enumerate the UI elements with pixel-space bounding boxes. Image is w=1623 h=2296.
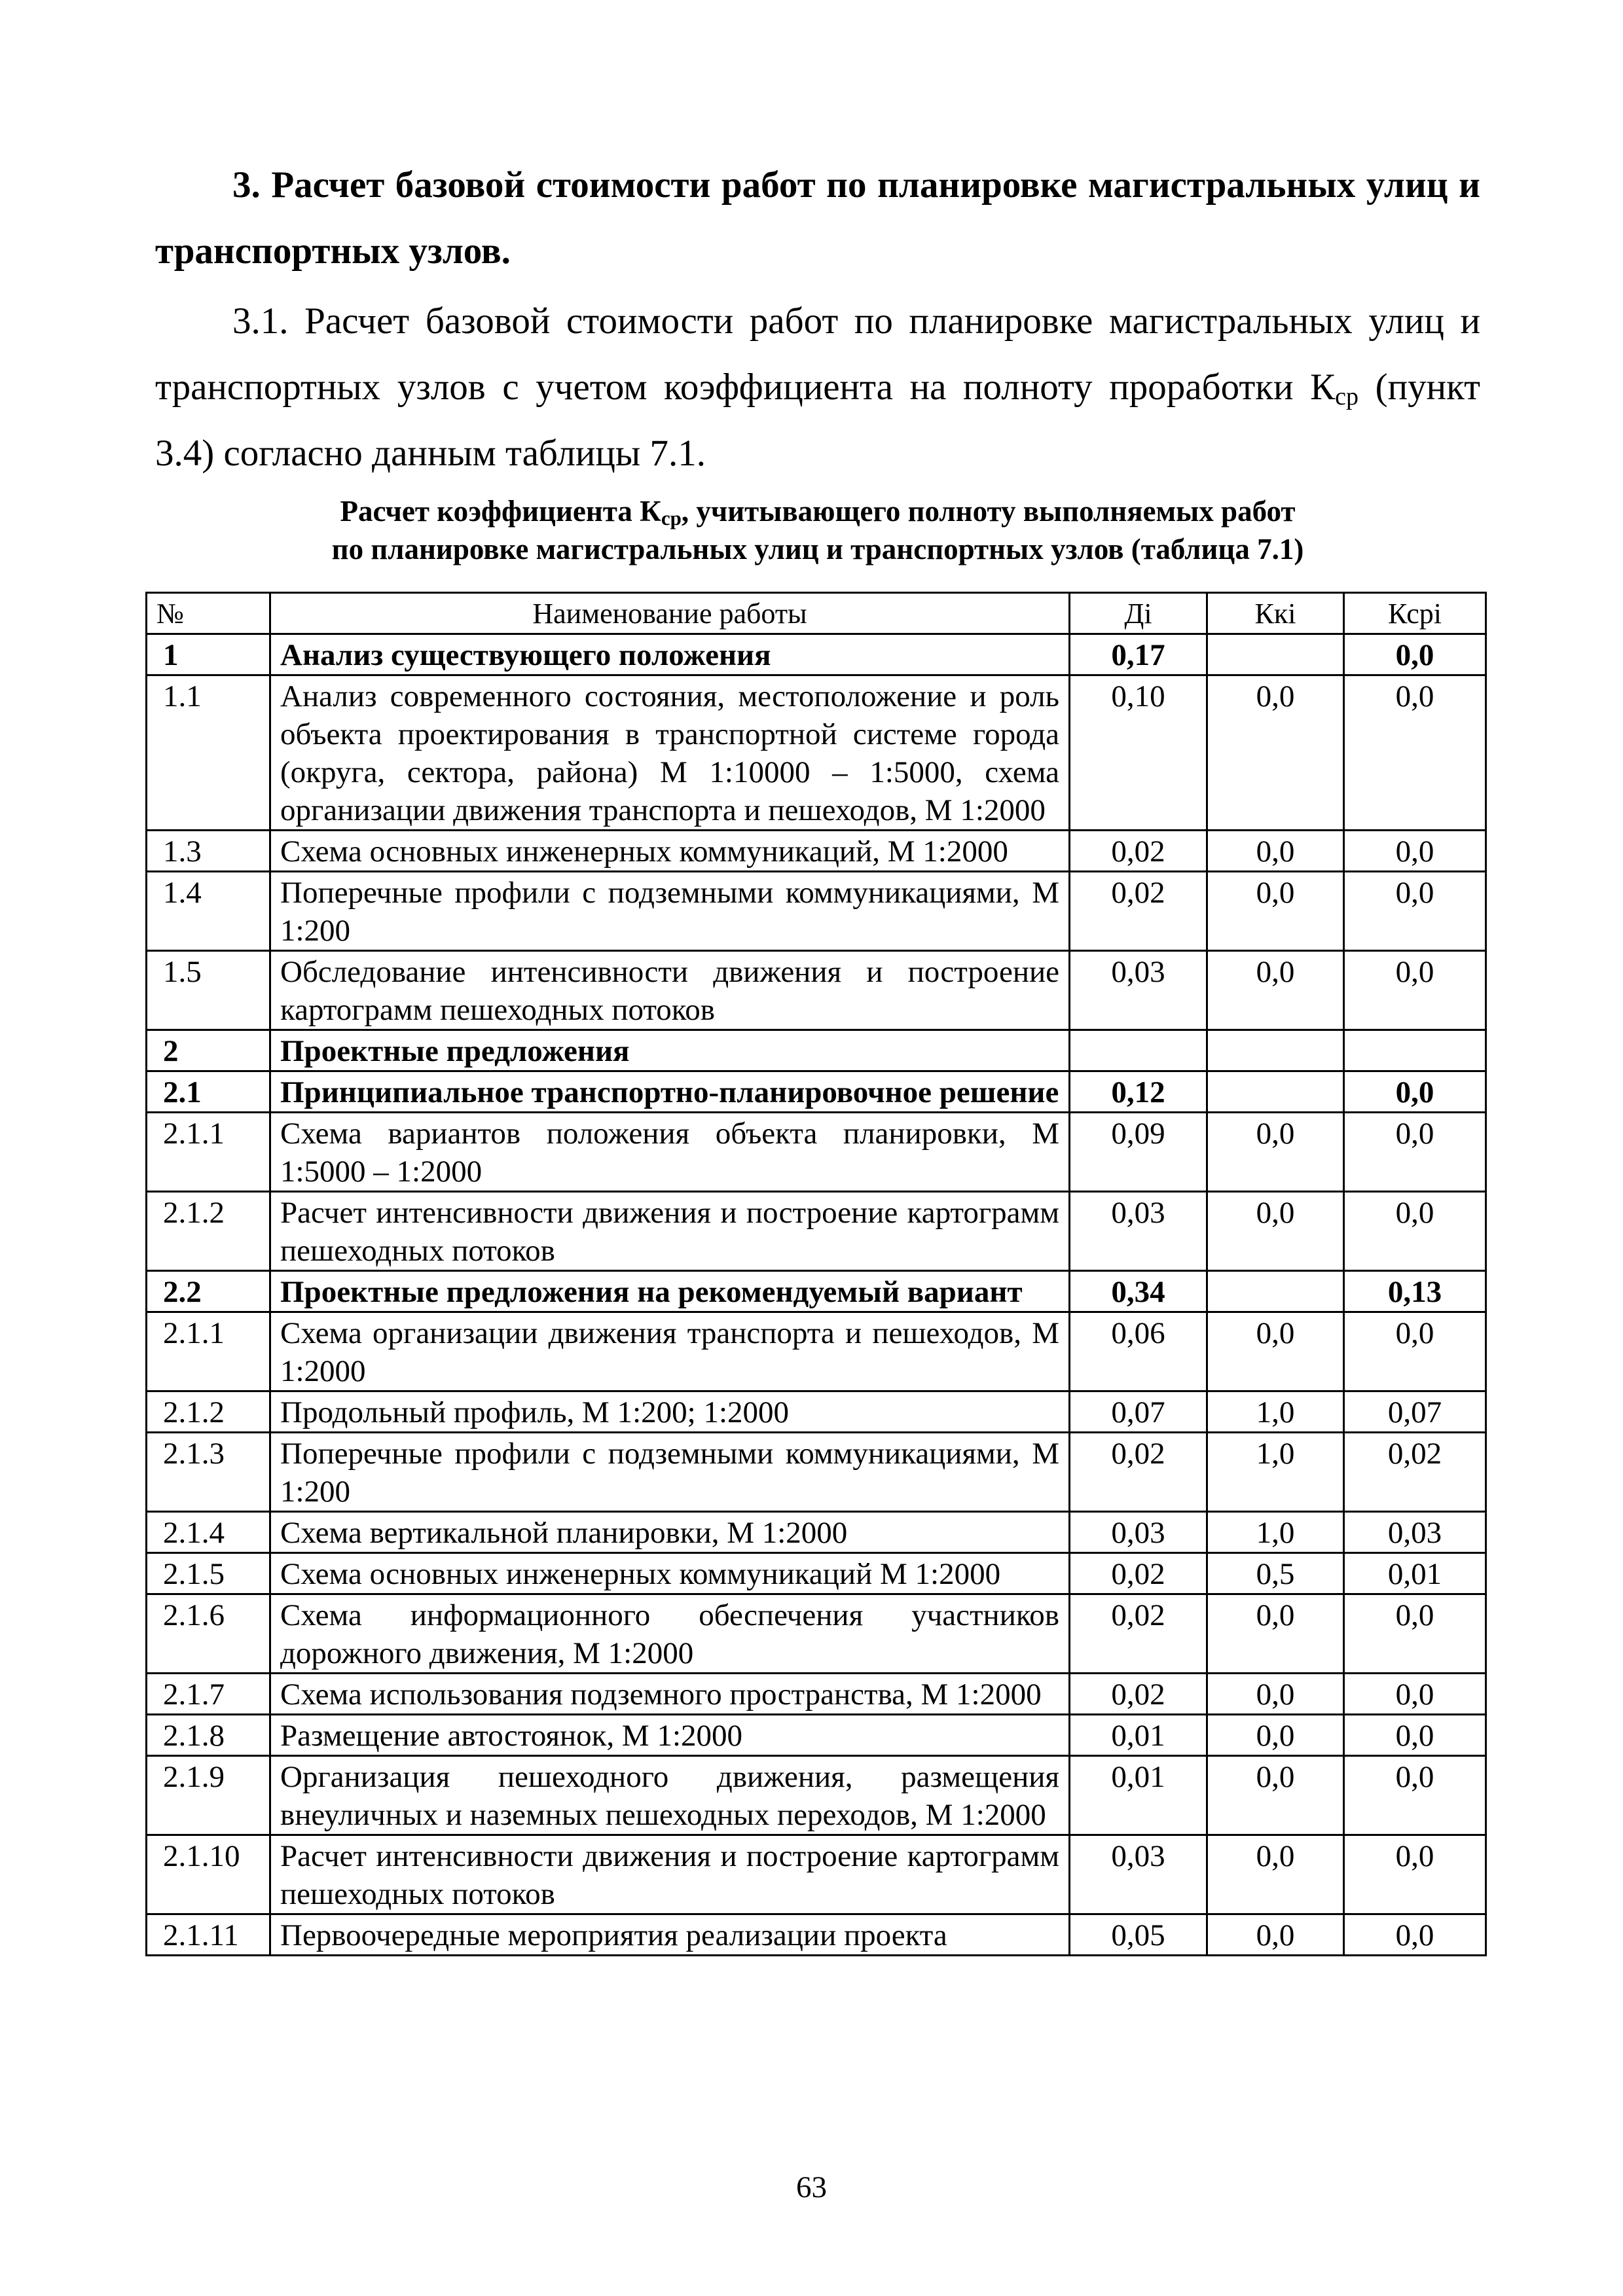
cell-num: 2.2 [147, 1271, 270, 1312]
caption-text-before: Расчет коэффициента К [340, 495, 661, 528]
table-row [147, 1271, 1486, 1312]
cell-kki: 0,0 [1207, 675, 1344, 831]
cell-kki: 1,0 [1207, 1391, 1344, 1433]
cell-num: 2.1.2 [147, 1192, 270, 1271]
cell-num: 1.1 [147, 675, 270, 831]
table-row [147, 1113, 1486, 1192]
cell-kki: 1,0 [1207, 1512, 1344, 1553]
cell-num: 2.1 [147, 1071, 270, 1113]
table-row [147, 1715, 1486, 1756]
cell-name: Расчет интенсивности движения и построение картограмм пешеходных потоков [270, 1835, 1070, 1914]
caption-subscript: ср [661, 507, 682, 529]
cell-name: Проектные предложения [270, 1030, 1070, 1071]
cell-di: 0,03 [1070, 1835, 1207, 1914]
header-kcpi: Ксрi [1344, 593, 1486, 634]
cell-num: 2.1.9 [147, 1756, 270, 1835]
cell-di: 0,03 [1070, 1192, 1207, 1271]
cell-num: 2.1.8 [147, 1715, 270, 1756]
cell-di: 0,12 [1070, 1071, 1207, 1113]
table-row [147, 831, 1486, 872]
cell-num: 1.3 [147, 831, 270, 872]
cell-kcpi: 0,0 [1344, 872, 1486, 951]
table-row [147, 1071, 1486, 1113]
cell-name: Проектные предложения на рекомендуемый вариант [270, 1271, 1070, 1312]
table-row [147, 951, 1486, 1030]
table-caption-line-2: по планировке магистральных улиц и транспортных узлов (таблица 7.1) [331, 533, 1304, 565]
cell-kcpi: 0,0 [1344, 831, 1486, 872]
cell-kcpi: 0,13 [1344, 1271, 1486, 1312]
cell-num: 2.1.5 [147, 1553, 270, 1594]
cell-kcpi: 0,07 [1344, 1391, 1486, 1433]
cell-kki: 0,5 [1207, 1553, 1344, 1594]
cell-di: 0,05 [1070, 1914, 1207, 1956]
cell-kki [1207, 1071, 1344, 1113]
cell-kki: 1,0 [1207, 1433, 1344, 1512]
intro-text-before: 3.1. Расчет базовой стоимости работ по планировке магистральных улиц и транспортных узлов с учетом коэффициента на полноту проработки К [155, 300, 1480, 408]
cell-name: Продольный профиль, М 1:200; 1:2000 [270, 1391, 1070, 1433]
section-heading: 3. Расчет базовой стоимости работ по планировке магистральных улиц и транспортных узлов. [155, 164, 1480, 272]
cell-kki: 0,0 [1207, 1312, 1344, 1391]
table-row [147, 1433, 1486, 1512]
cell-num: 2.1.2 [147, 1391, 270, 1433]
cell-kki: 0,0 [1207, 1594, 1344, 1674]
cell-di: 0,03 [1070, 951, 1207, 1030]
cell-name: Расчет интенсивности движения и построение картограмм пешеходных потоков [270, 1192, 1070, 1271]
cell-kki: 0,0 [1207, 1914, 1344, 1956]
cell-kcpi: 0,01 [1344, 1553, 1486, 1594]
header-di: Дi [1070, 593, 1207, 634]
cell-kki [1207, 634, 1344, 675]
table-row [147, 1512, 1486, 1553]
cell-num: 2.1.1 [147, 1113, 270, 1192]
cell-name: Организация пешеходного движения, размещения внеуличных и наземных пешеходных переходов, М 1:2000 [270, 1756, 1070, 1835]
cell-name: Анализ современного состояния, местоположение и роль объекта проектирования в транспортной системе города (округа, сектора, района) М 1:10000 – 1:5000, схема организации движения транспорта и пешеходов, М 1:2000 [270, 675, 1070, 831]
cell-name: Размещение автостоянок, М 1:2000 [270, 1715, 1070, 1756]
cell-num: 2.1.10 [147, 1835, 270, 1914]
table-row [147, 1312, 1486, 1391]
table-row [147, 1553, 1486, 1594]
cell-kki: 0,0 [1207, 872, 1344, 951]
table-row [147, 1391, 1486, 1433]
cell-di: 0,01 [1070, 1756, 1207, 1835]
intro-paragraph [155, 288, 1480, 486]
cell-kcpi: 0,0 [1344, 1594, 1486, 1674]
cell-di: 0,02 [1070, 1674, 1207, 1715]
cell-num: 2.1.3 [147, 1433, 270, 1512]
table-row [147, 1594, 1486, 1674]
cell-kki: 0,0 [1207, 1835, 1344, 1914]
cell-di: 0,02 [1070, 1553, 1207, 1594]
cell-name: Обследование интенсивности движения и построение картограмм пешеходных потоков [270, 951, 1070, 1030]
cell-di: 0,02 [1070, 872, 1207, 951]
cell-name: Схема вертикальной планировки, М 1:2000 [270, 1512, 1070, 1553]
table-row [147, 1030, 1486, 1071]
table-row [147, 1674, 1486, 1715]
table-row [147, 1835, 1486, 1914]
cell-kcpi: 0,03 [1344, 1512, 1486, 1553]
coefficient-table [145, 592, 1487, 1956]
cell-di: 0,06 [1070, 1312, 1207, 1391]
table-row [147, 1756, 1486, 1835]
cell-name: Схема организации движения транспорта и пешеходов, М 1:2000 [270, 1312, 1070, 1391]
table-header-row [147, 593, 1486, 634]
cell-di: 0,02 [1070, 1594, 1207, 1674]
cell-num: 2.1.1 [147, 1312, 270, 1391]
cell-kcpi: 0,0 [1344, 634, 1486, 675]
cell-name: Схема информационного обеспечения участников дорожного движения, М 1:2000 [270, 1594, 1070, 1674]
cell-num: 2 [147, 1030, 270, 1071]
caption-text-after: , учитывающего полноту выполняемых работ [681, 495, 1296, 528]
cell-kcpi: 0,0 [1344, 1113, 1486, 1192]
cell-di: 0,02 [1070, 1433, 1207, 1512]
cell-kcpi: 0,0 [1344, 1835, 1486, 1914]
cell-kki: 0,0 [1207, 1192, 1344, 1271]
cell-di [1070, 1030, 1207, 1071]
intro-subscript: ср [1335, 383, 1359, 410]
cell-num: 2.1.11 [147, 1914, 270, 1956]
cell-name: Анализ существующего положения [270, 634, 1070, 675]
cell-num: 2.1.6 [147, 1594, 270, 1674]
cell-num: 1 [147, 634, 270, 675]
header-num: № [147, 593, 270, 634]
cell-name: Принципиальное транспортно-планировочное решение [270, 1071, 1070, 1113]
cell-kcpi: 0,0 [1344, 1192, 1486, 1271]
page-number: 63 [796, 2170, 827, 2204]
table-row [147, 1914, 1486, 1956]
cell-kki: 0,0 [1207, 951, 1344, 1030]
table-caption-line-1 [155, 492, 1480, 530]
cell-di: 0,09 [1070, 1113, 1207, 1192]
cell-num: 2.1.4 [147, 1512, 270, 1553]
cell-name: Поперечные профили с подземными коммуникациями, М 1:200 [270, 872, 1070, 951]
cell-kki: 0,0 [1207, 1113, 1344, 1192]
cell-kki: 0,0 [1207, 1674, 1344, 1715]
cell-di: 0,10 [1070, 675, 1207, 831]
cell-di: 0,07 [1070, 1391, 1207, 1433]
cell-kcpi: 0,0 [1344, 1674, 1486, 1715]
cell-kcpi: 0,0 [1344, 675, 1486, 831]
table-row [147, 872, 1486, 951]
cell-num: 1.5 [147, 951, 270, 1030]
cell-kki: 0,0 [1207, 1756, 1344, 1835]
cell-name: Схема вариантов положения объекта планировки, М 1:5000 – 1:2000 [270, 1113, 1070, 1192]
table-caption [155, 492, 1480, 568]
table-row [147, 675, 1486, 831]
cell-kki: 0,0 [1207, 1715, 1344, 1756]
cell-name: Схема основных инженерных коммуникаций М 1:2000 [270, 1553, 1070, 1594]
cell-di: 0,01 [1070, 1715, 1207, 1756]
cell-kcpi: 0,0 [1344, 1756, 1486, 1835]
cell-kcpi: 0,0 [1344, 951, 1486, 1030]
cell-kcpi: 0,0 [1344, 1071, 1486, 1113]
cell-kcpi: 0,0 [1344, 1312, 1486, 1391]
cell-name: Первоочередные мероприятия реализации проекта [270, 1914, 1070, 1956]
cell-num: 1.4 [147, 872, 270, 951]
cell-di: 0,03 [1070, 1512, 1207, 1553]
intro-text-after: (пункт 3.4) согласно данным таблицы 7.1. [155, 367, 1481, 474]
cell-kcpi: 0,02 [1344, 1433, 1486, 1512]
table-row [147, 1192, 1486, 1271]
cell-kki: 0,0 [1207, 831, 1344, 872]
table-body [147, 634, 1486, 1956]
cell-kcpi [1344, 1030, 1486, 1071]
cell-num: 2.1.7 [147, 1674, 270, 1715]
cell-di: 0,34 [1070, 1271, 1207, 1312]
cell-name: Схема использования подземного пространства, М 1:2000 [270, 1674, 1070, 1715]
table-row [147, 634, 1486, 675]
cell-name: Поперечные профили с подземными коммуникациями, М 1:200 [270, 1433, 1070, 1512]
cell-di: 0,02 [1070, 831, 1207, 872]
cell-kcpi: 0,0 [1344, 1914, 1486, 1956]
header-kki: Ккi [1207, 593, 1344, 634]
cell-di: 0,17 [1070, 634, 1207, 675]
cell-kki [1207, 1271, 1344, 1312]
cell-kcpi: 0,0 [1344, 1715, 1486, 1756]
cell-name: Схема основных инженерных коммуникаций, М 1:2000 [270, 831, 1070, 872]
cell-kki [1207, 1030, 1344, 1071]
header-name: Наименование работы [270, 593, 1070, 634]
